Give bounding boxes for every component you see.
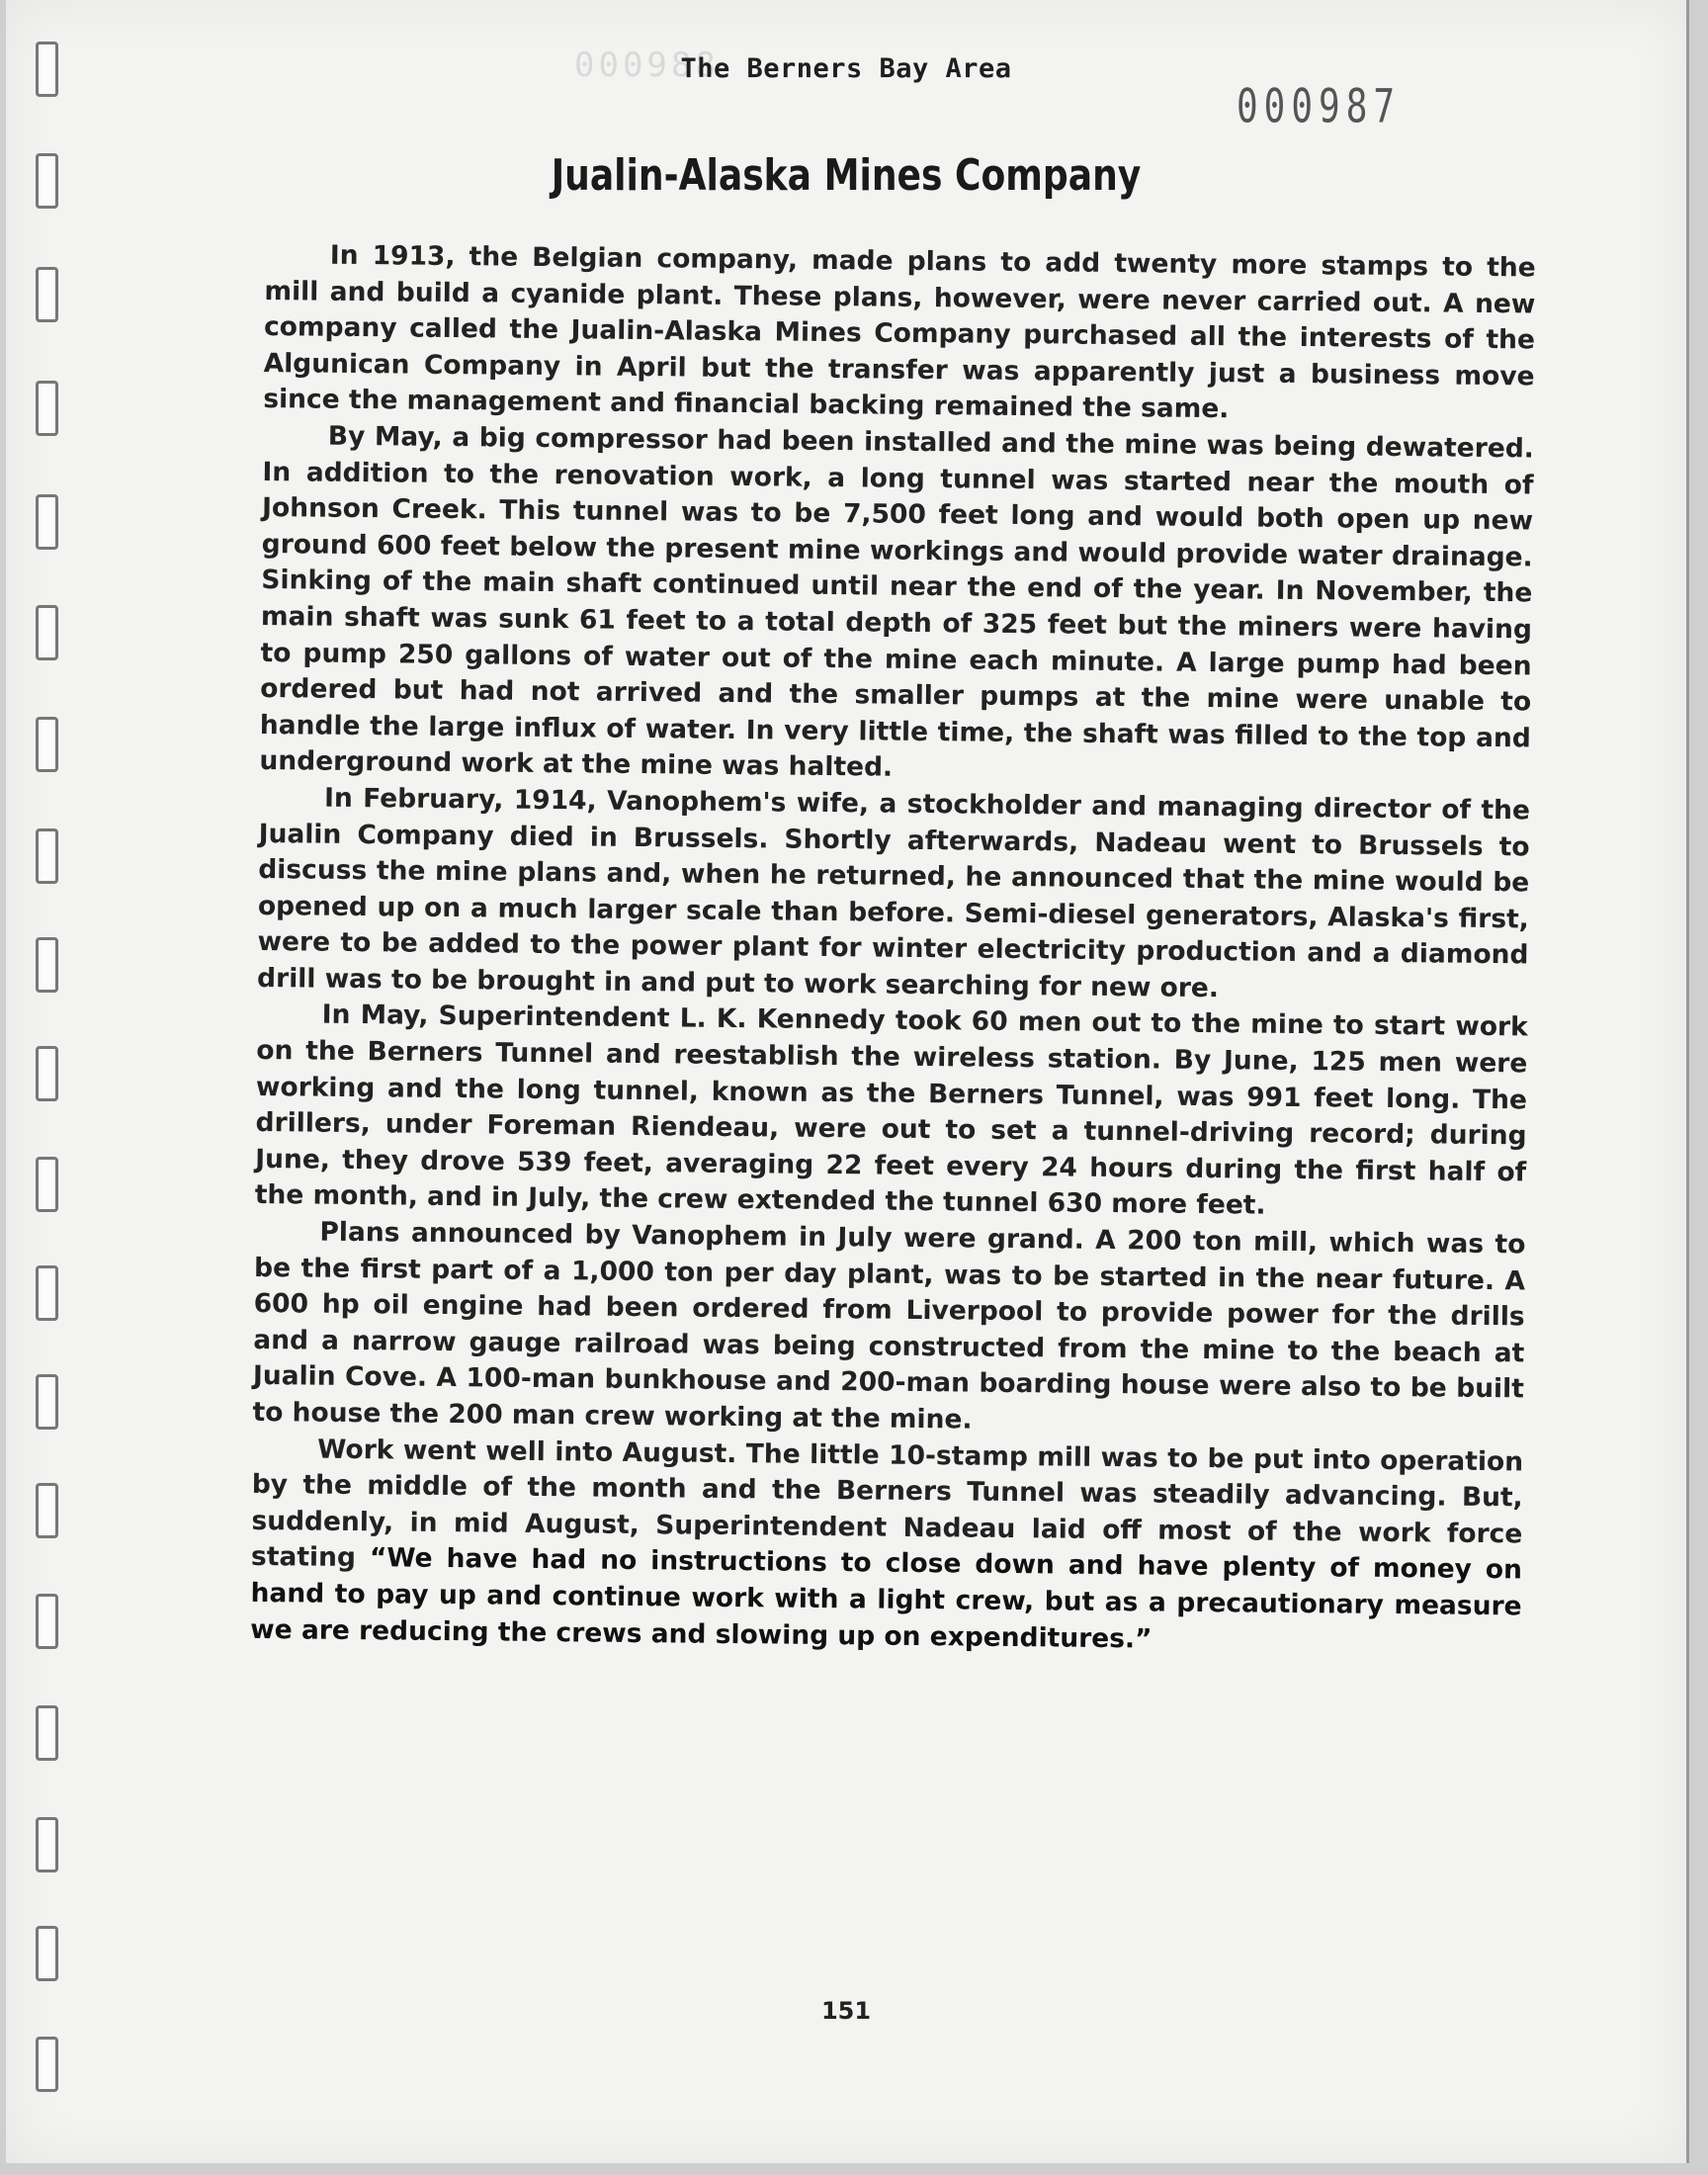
paragraph-lead: Work went well into August. The little 10-stamp mill was to be put into operation by the middle of the month and the Berners Tunnel was steadily advancing. But, suddenly, in mid August, Superintendent Nadeau laid off most of the work force stating — [250, 1434, 1524, 1574]
binder-hole — [36, 267, 58, 322]
page-number: 151 — [820, 1997, 872, 2025]
binder-hole — [36, 1483, 58, 1538]
binder-hole — [36, 1926, 58, 1981]
paragraph — [250, 1432, 1523, 1662]
paragraph: In 1913, the Belgian company, made plans to add twenty more stamps to the mill and build a cyanide plant. These plans, however, were never carried out. A new company called the Jualin-Alaska Mines Company purchased all the interests of the Algunican Company in April but the transfer was apparently just a business move since the management and financial backing remained the same. — [263, 239, 1536, 425]
binder-hole — [36, 1705, 58, 1761]
binder-hole — [36, 153, 58, 209]
binder-hole — [36, 381, 58, 436]
binder-hole — [36, 1594, 58, 1649]
binder-holes — [26, 0, 85, 2163]
paragraph: In May, Superintendent L. K. Kennedy took 60 men out to the mine to start work on the Berners Tunnel and reestablish the wireless station. By June, 125 men were working and the long tunnel, known as the Berners Tunnel, was 991 feet long. The drillers, under Foreman Riendeau, were out to set a tunnel-driving record; during June, they drove 539 feet, averaging 22 feet every 24 hours during the first half of the month, and in July, the crew extended the tunnel 630 more feet. — [254, 1000, 1528, 1222]
binder-hole — [36, 717, 58, 772]
document-page — [6, 0, 1689, 2163]
running-head: The Berners Bay Area — [680, 53, 1012, 84]
binder-hole — [36, 2037, 58, 2092]
document-number-stamp: 000987 — [1237, 80, 1402, 134]
binder-hole — [36, 937, 58, 993]
quotation: “We have had no instructions to close down and have plenty of money on hand to pay up and continue work with a light crew, but as a precautionary measure we are reducing the crews and slowing up on expenditures.” — [250, 1542, 1523, 1655]
binder-hole — [36, 1157, 58, 1212]
binder-hole — [36, 828, 58, 884]
page-title: Jualin-Alaska Mines Company — [551, 150, 1142, 201]
paragraph: In February, 1914, Vanophem's wife, a stockholder and managing director of the Jualin Company died in Brussels. Shortly afterwards, Nadeau went to Brussels to discuss the mine plans and, when he returned, he announced that the mine would be opened up on a much larger scale than before. Semi-diesel generators, Alaska's first, were to be added to the power plant for winter electricity production and a diamond drill was to be brought in and put to work searching for new ore. — [256, 782, 1531, 1004]
binder-hole — [36, 1817, 58, 1872]
paragraph: By May, a big compressor had been installed and the mine was being dewatered. In addition to the renovation work, a long tunnel was started near the mouth of Johnson Creek. This tunnel was to be 7,500 feet long and would both open up new ground 600 feet below the present mine workings and would provide water drainage. Sinking of the main shaft continued until near the end of the year. In November, the main shaft was sunk 61 feet to a total depth of 325 feet but the miners were having to pump 250 gallons of water out of the mine each minute. A large pump had been ordered but had not arrived and the smaller pumps at the mine were unable to handle the large influx of water. In very little time, the shaft was filled to the top and underground work at the mine was halted. — [259, 420, 1534, 783]
paragraph: Plans announced by Vanophem in July were grand. A 200 ton mill, which was to be the first part of a 1,000 ton per day plant, was to be started in the near future. A 600 hp oil engine had been ordered from Liverpool to provide power for the drills and a narrow gauge railroad was being constructed from the mine to the beach at Jualin Cove. A 100-man bunkhouse and 200-man boarding house were also to be built to house the 200 man crew working at the mine. — [252, 1216, 1526, 1436]
bleed-through-number: 000988 — [574, 45, 720, 85]
binder-hole — [36, 605, 58, 660]
binder-hole — [36, 494, 58, 550]
binder-hole — [36, 1046, 58, 1101]
binder-hole — [36, 1265, 58, 1321]
article-body — [250, 237, 1536, 1662]
binder-hole — [36, 1374, 58, 1430]
